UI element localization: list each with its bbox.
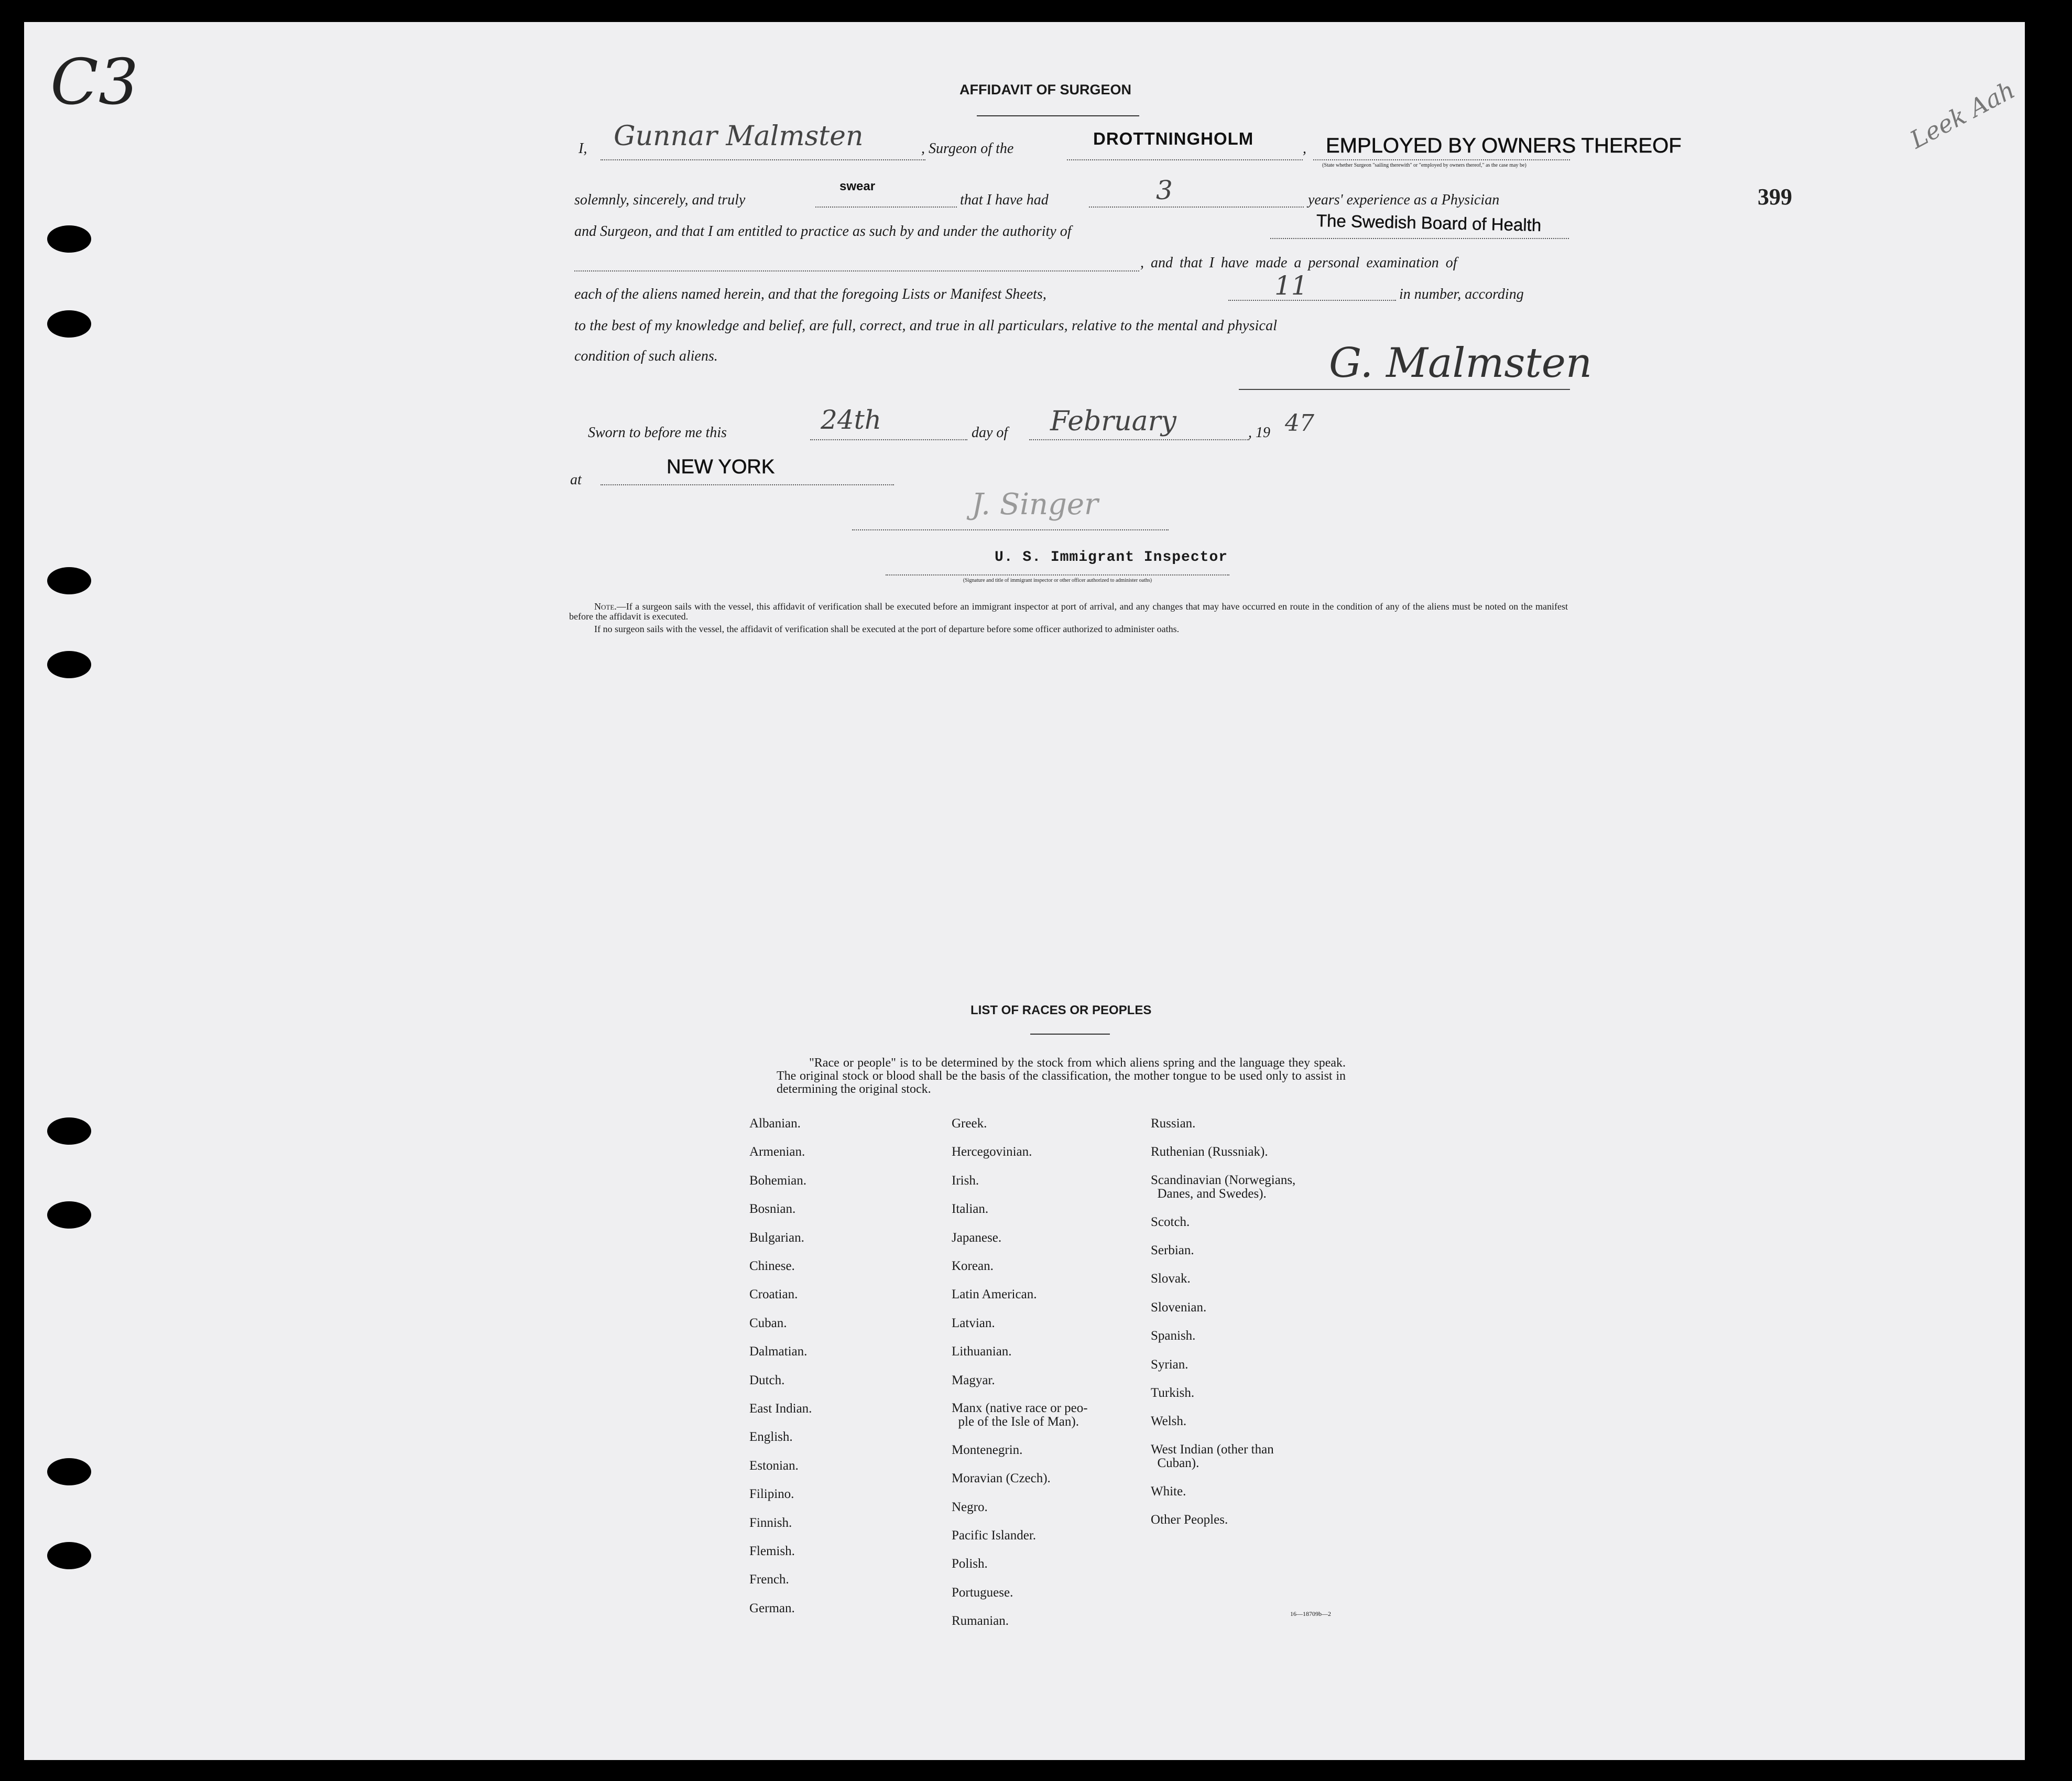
line6: to the best of my knowledge and belief, are full, correct, and true in all particulars, relative to the mental and physical	[574, 318, 1278, 334]
page-number: 399	[1758, 184, 1792, 210]
race-item: Cuban.	[749, 1316, 787, 1330]
employment-status: EMPLOYED BY OWNERS THEREOF	[1326, 134, 1682, 157]
punch-hole-8	[47, 1542, 91, 1569]
race-item: Greek.	[952, 1116, 987, 1131]
race-item: Slovenian.	[1151, 1300, 1207, 1315]
note-block	[569, 602, 1568, 622]
top-right-scribble: Leek Aah	[1905, 75, 2020, 154]
race-item: Magyar.	[952, 1373, 995, 1387]
race-item: Filipino.	[749, 1487, 794, 1502]
race-item: Irish.	[952, 1173, 979, 1188]
race-item: Croatian.	[749, 1287, 798, 1302]
employment-note: (State whether Surgeon "sailing therewith" or "employed by owners thereof," as the case may be)	[1322, 162, 1526, 168]
races-title-rule	[1030, 1034, 1110, 1035]
race-item: Bosnian.	[749, 1202, 796, 1217]
race-item: Italian.	[952, 1202, 989, 1217]
document-page	[24, 22, 2025, 1760]
race-item: Russian.	[1151, 1116, 1196, 1131]
line2-mid: that I have had	[960, 192, 1049, 208]
race-item: Other Peoples.	[1151, 1513, 1228, 1527]
line5-prefix: each of the aliens named herein, and that the foregoing Lists or Manifest Sheets,	[574, 286, 1046, 302]
punch-hole-1	[47, 225, 91, 253]
line5-suffix: in number, according	[1399, 286, 1524, 302]
line4-suffix: , and that I have made a personal examination of	[1140, 255, 1457, 271]
place-name: NEW YORK	[667, 456, 775, 478]
authority-line	[1270, 238, 1569, 239]
race-item: English.	[749, 1430, 793, 1445]
line2-suffix: years' experience as a Physician	[1308, 192, 1500, 208]
inspector-caption: (Signature and title of immigrant inspector or other officer authorized to administer oaths)	[963, 578, 1152, 583]
race-item: Moravian (Czech).	[952, 1471, 1051, 1486]
line7: condition of such aliens.	[574, 348, 718, 364]
race-item: French.	[749, 1572, 789, 1587]
race-item: Negro.	[952, 1500, 988, 1514]
race-item: Syrian.	[1151, 1357, 1188, 1372]
race-item: Bohemian.	[749, 1173, 807, 1188]
race-item: Dutch.	[749, 1373, 785, 1387]
line3-prefix: and Surgeon, and that I am entitled to practice as such by and under the authority of	[574, 223, 1072, 240]
sworn-day: 24th	[821, 405, 881, 435]
line2-prefix: solemnly, sincerely, and truly	[574, 192, 746, 208]
signature-rule	[1239, 389, 1570, 390]
race-item: German.	[749, 1601, 795, 1615]
surgeon-signature: G. Malmsten	[1329, 340, 1593, 387]
race-item: Flemish.	[749, 1544, 795, 1558]
note-text-2: If no surgeon sails with the vessel, the affidavit of verification shall be executed at the port of departure before some officer authorized to administer oaths.	[594, 624, 1180, 634]
comma-1: ,	[1303, 140, 1306, 157]
authority-name: The Swedish Board of Health	[1316, 211, 1542, 235]
race-item: Serbian.	[1151, 1243, 1194, 1258]
race-item: Pacific Islander.	[952, 1528, 1037, 1543]
races-intro: "Race or people" is to be determined by the stock from which aliens spring and the language they speak. The original stock or blood shall be the basis of the classification, the mother tongue to be used only to assist in determining the original stock.	[777, 1056, 1346, 1096]
race-item: West Indian (other than Cuban).	[1151, 1442, 1274, 1470]
oath-line	[815, 207, 957, 208]
race-item: Portuguese.	[952, 1585, 1013, 1600]
day-of-label: day of	[972, 425, 1008, 441]
races-title: LIST OF RACES OR PEOPLES	[970, 1003, 1152, 1017]
race-item: Korean.	[952, 1259, 994, 1273]
punch-hole-7	[47, 1458, 91, 1485]
race-item: Spanish.	[1151, 1329, 1196, 1343]
race-item: Finnish.	[749, 1515, 792, 1530]
race-item: Armenian.	[749, 1145, 805, 1159]
race-item: Dalmatian.	[749, 1344, 808, 1359]
note-label: Note.	[594, 601, 617, 612]
punch-hole-6	[47, 1201, 91, 1229]
day-line	[810, 439, 967, 440]
race-item: Polish.	[952, 1557, 988, 1571]
race-item: Chinese.	[749, 1259, 795, 1273]
inspector-title-line	[886, 574, 1229, 575]
form-number: 16—18709b—2	[1290, 1610, 1331, 1617]
race-item: Rumanian.	[952, 1614, 1009, 1628]
punch-hole-2	[47, 310, 91, 338]
employment-line	[1313, 159, 1570, 160]
sheets-line	[1228, 300, 1396, 301]
race-item: Slovak.	[1151, 1272, 1191, 1286]
corner-mark: C3	[50, 46, 139, 119]
surgeon-of-label: , Surgeon of the	[921, 140, 1014, 157]
race-item: Ruthenian (Russniak).	[1151, 1145, 1268, 1159]
title-rule	[977, 115, 1139, 116]
inspector-signature: J. Singer	[972, 487, 1098, 522]
years-line	[1089, 207, 1304, 208]
race-item: White.	[1151, 1484, 1186, 1498]
note-text-1: —If a surgeon sails with the vessel, this affidavit of verification shall be executed before an immigrant inspector at port of arrival, and any changes that may have occurred en route in the condition of any of the aliens must be noted on the manifest before the affidavit is executed.	[569, 601, 1568, 622]
race-item: Albanian.	[749, 1116, 801, 1131]
race-item: Scotch.	[1151, 1214, 1190, 1229]
race-item: Scandinavian (Norwegians, Danes, and Swedes).	[1151, 1172, 1296, 1201]
race-item: Turkish.	[1151, 1386, 1195, 1400]
vessel-name: DROTTNINGHOLM	[1093, 129, 1254, 148]
punch-hole-5	[47, 1117, 91, 1145]
month-line	[1029, 439, 1249, 440]
race-item: Manx (native race or peo- ple of the Isle of Man).	[952, 1401, 1088, 1429]
years-count: 3	[1156, 175, 1173, 205]
inspector-signature-line	[852, 529, 1169, 530]
year-prefix: , 19	[1248, 425, 1270, 441]
oath-word: swear	[839, 179, 876, 193]
surgeon-name-line	[601, 159, 925, 160]
sworn-month: February	[1050, 406, 1176, 437]
sheet-count: 11	[1274, 270, 1308, 301]
race-item: Latvian.	[952, 1316, 995, 1330]
year-suffix: 47	[1285, 410, 1314, 437]
authority-line-2	[574, 270, 1139, 272]
race-item: Montenegrin.	[952, 1442, 1023, 1457]
race-item: Latin American.	[952, 1287, 1037, 1302]
race-item: East Indian.	[749, 1402, 812, 1416]
line1-prefix: I,	[579, 140, 587, 157]
race-item: Japanese.	[952, 1230, 1002, 1245]
affidavit-title: AFFIDAVIT OF SURGEON	[959, 82, 1131, 97]
race-item: Estonian.	[749, 1458, 799, 1473]
sworn-prefix: Sworn to before me this	[588, 425, 727, 441]
punch-hole-4	[47, 651, 91, 678]
race-item: Hercegovinian.	[952, 1145, 1032, 1159]
race-item: Welsh.	[1151, 1414, 1187, 1429]
race-item: Bulgarian.	[749, 1230, 804, 1245]
at-label: at	[570, 472, 582, 488]
vessel-line	[1067, 159, 1303, 160]
punch-hole-3	[47, 567, 91, 594]
place-line	[601, 484, 894, 485]
inspector-title: U. S. Immigrant Inspector	[995, 549, 1228, 566]
race-item: Lithuanian.	[952, 1344, 1012, 1359]
surgeon-name: Gunnar Malmsten	[614, 121, 864, 152]
